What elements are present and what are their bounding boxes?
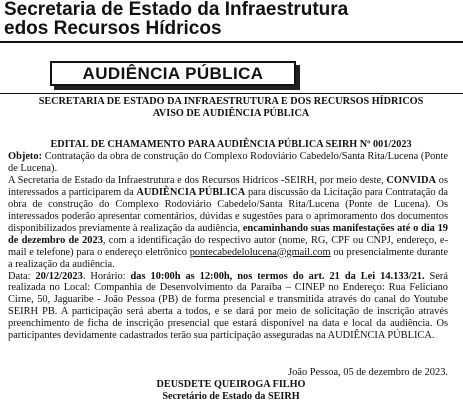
event-date: 20/12/2023 — [35, 270, 83, 282]
event-time: das 10:00h as 12:00h, nos termos do art. 21 da Lei 14.133/21. — [130, 270, 425, 282]
invitation-text-4: , com a identificação do respectivo autor (nome, RG, CPF ou CNPJ, endereço, e-mail e telefone) para o endereço eletrônico — [8, 234, 448, 258]
invitation-text-2: os interessados a participarem da — [8, 174, 448, 198]
place-date-line: João Pessoa, 05 de dezembro de 2023. — [288, 367, 448, 378]
section-banner: AUDIÊNCIA PÚBLICA — [50, 61, 296, 86]
notice-body — [8, 151, 448, 342]
notice-type: AVISO DE AUDIÊNCIA PÚBLICA — [152, 108, 310, 119]
header-line-2: edos Recursos Hídricos — [4, 18, 222, 39]
header-divider — [0, 41, 463, 43]
invitation-text-1: A Secretaria de Estado da Infraestrutura e dos Recursos Hídricos -SEIRH, por meio deste, — [8, 174, 387, 186]
issuer-name: SECRETARIA DE ESTADO DA INFRAESTRUTURA E DOS RECURSOS HÍDRICOS — [38, 96, 424, 107]
signer-title: Secretário de Estado da SEIRH — [162, 391, 300, 402]
contact-email-link[interactable]: pontecabedelolucena@gmail.com — [189, 246, 331, 258]
horario-label: . Horário: — [82, 270, 131, 282]
issuer-heading — [6, 96, 456, 120]
invitation-text-5: ou presencialmente durante a realização da audiência. — [8, 246, 448, 270]
header-line-1: Secretaria de Estado da Infraestrutura — [4, 0, 349, 20]
objeto-paragraph — [8, 151, 448, 175]
deadline-text: encaminhando suas manifestações até o dia 19 de dezembro de 2023 — [8, 222, 448, 246]
banner-divider — [0, 93, 463, 94]
schedule-paragraph — [8, 271, 448, 343]
venue-text: Será realizada no Local: Companhia de Desenvolvimento da Paraíba – CINEP no Endereço: Rua Feliciano Cirne, 50, Jaguaribe - João Pessoa (PB) de forma presencial e transmitida através do canal do Youtube SEIRH PB. A participação será aberta a todos, e se dará por meio de solicitação de inscrição através preenchimento de ficha de inscrição presencial que estará disponível na data e local da audiência. Os participantes devidamente cadastrados terão sua participação asseguradas na AUDIÊNCIA PÚBLICA. — [8, 270, 449, 342]
publication-header — [4, 0, 456, 38]
objeto-text: Contratação da obra de construção do Complexo Rodoviário Cabedelo/Santa Rita/Lucena (Ponte de Lucena). — [8, 151, 448, 174]
edital-title: EDITAL DE CHAMAMENTO PARA AUDIÊNCIA PÚBLICA SEIRH Nº 001/2023 — [50, 139, 412, 150]
objeto-label: Objeto: — [8, 151, 43, 162]
audiencia-keyword: AUDIÊNCIA PÚBLICA — [136, 186, 246, 198]
signature-block — [6, 379, 456, 403]
convida-keyword: CONVIDA — [386, 174, 437, 186]
data-label: Data: — [8, 270, 36, 282]
signer-name: DEUSDETE QUEIROGA FILHO — [156, 379, 306, 390]
invitation-text-3: para discussão da Licitação para Contratação da obra de construção do Complexo Rodoviário Cabedelo/Santa Rita/Lucena (Ponte de Lucena). Os interessados poderão apresentar comentários, dúvidas e sugestões para o aprimoramento dos documentos disponibilizados previamente à realização da audiência, — [8, 186, 448, 234]
invitation-paragraph — [8, 175, 448, 271]
